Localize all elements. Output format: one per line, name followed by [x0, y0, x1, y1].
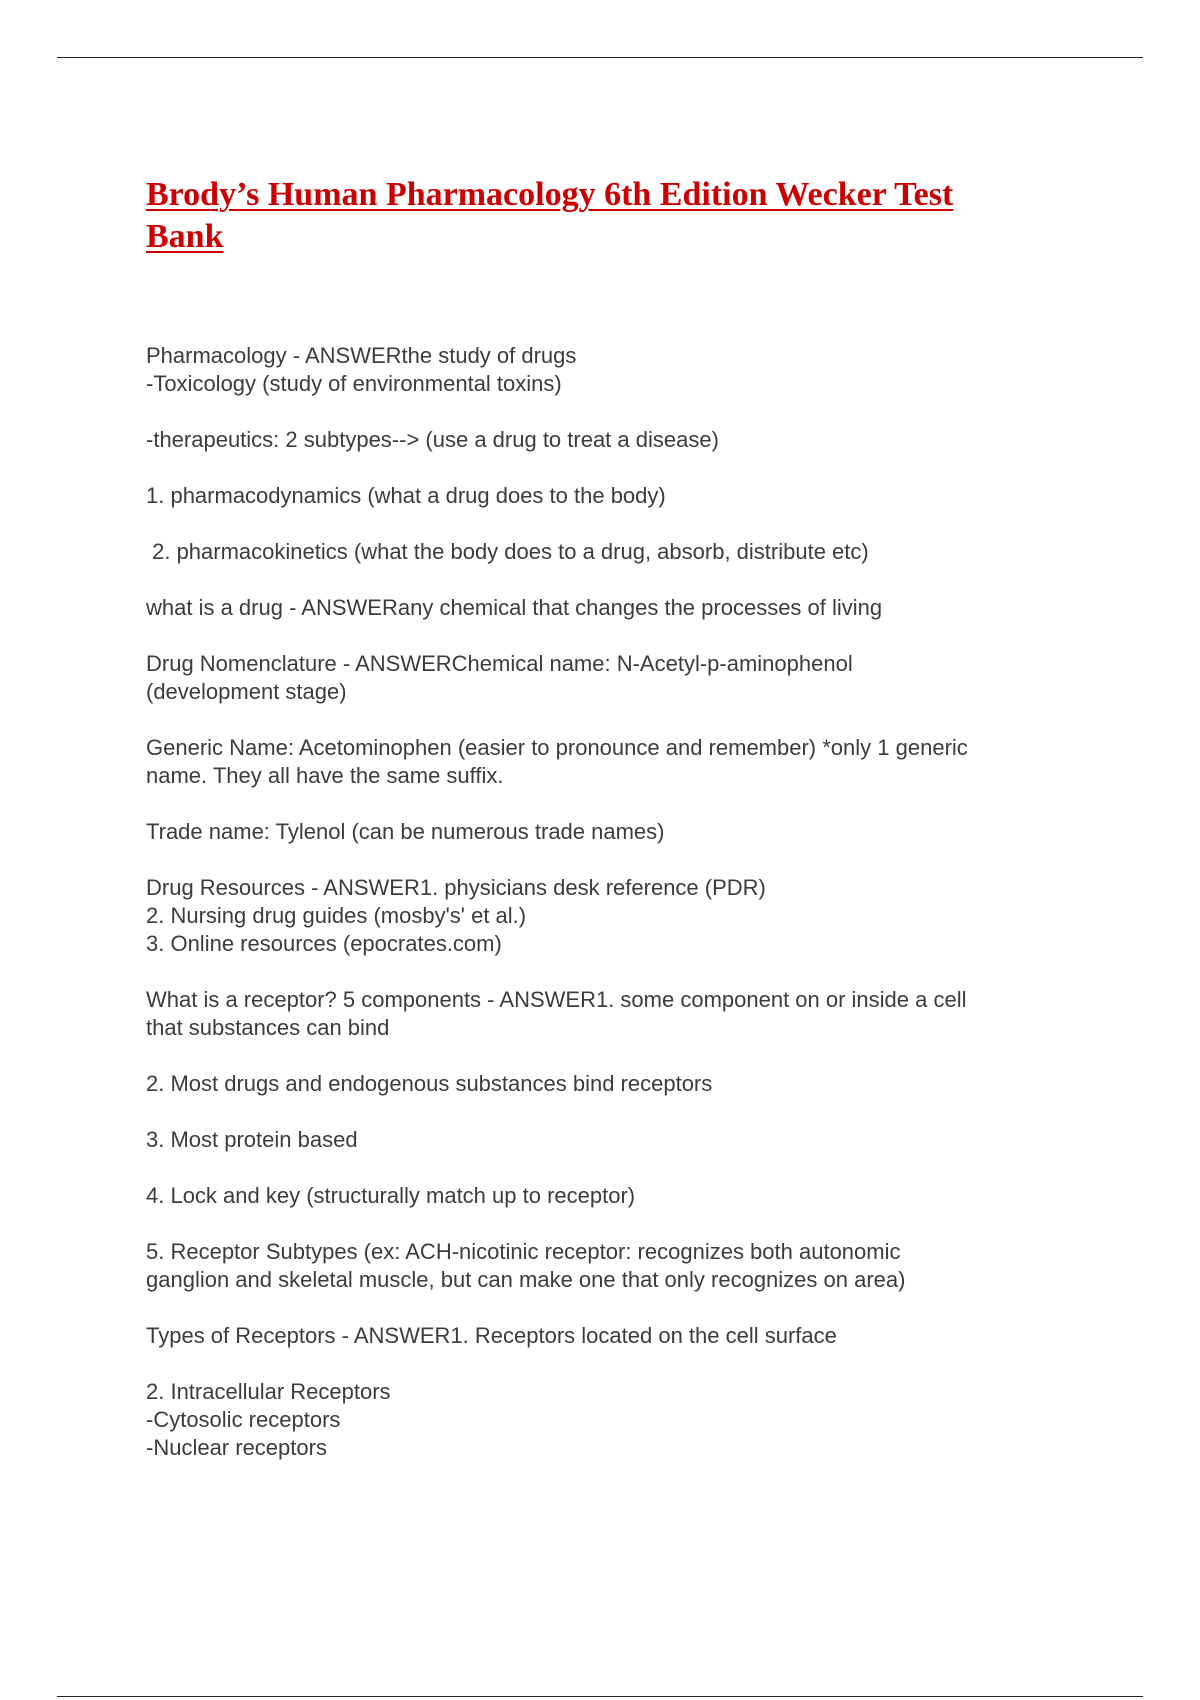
paragraph-line: 3. Most protein based: [146, 1127, 358, 1152]
paragraph-line: 1. pharmacodynamics (what a drug does to the body): [146, 483, 666, 508]
paragraph-line: what is a drug - ANSWERany chemical that changes the processes of living: [146, 595, 883, 620]
title-line-1: Brody’s Human Pharmacology 6th Edition Wecker Test: [146, 176, 954, 213]
paragraph-line: Generic Name: Acetominophen (easier to pronounce and remember) *only 1 generic: [146, 735, 968, 760]
paragraph-line: 2. Intracellular Receptors: [146, 1379, 391, 1404]
top-rule: [57, 57, 1143, 58]
paragraph: [146, 426, 1076, 454]
paragraph-line: 2. Most drugs and endogenous substances bind receptors: [146, 1071, 713, 1096]
paragraph-line: name. They all have the same suffix.: [146, 763, 504, 788]
title-line-2: Bank: [146, 218, 224, 255]
paragraph-line: Drug Nomenclature - ANSWERChemical name: N-Acetyl-p-aminophenol: [146, 651, 853, 676]
paragraph: [146, 874, 1076, 958]
paragraph: [146, 734, 1076, 790]
bottom-rule: [57, 1696, 1143, 1697]
paragraph-line: 3. Online resources (epocrates.com): [146, 931, 502, 956]
paragraph: [146, 1070, 1076, 1098]
paragraph-line: ganglion and skeletal muscle, but can make one that only recognizes on area): [146, 1267, 906, 1292]
paragraph-line: 4. Lock and key (structurally match up to receptor): [146, 1183, 636, 1208]
paragraph: [146, 1182, 1076, 1210]
paragraph-line: (development stage): [146, 679, 347, 704]
document-body: [146, 342, 1076, 1490]
paragraph: [146, 342, 1076, 398]
document-title: [146, 174, 1076, 258]
paragraph: [146, 1238, 1076, 1294]
paragraph: [146, 650, 1076, 706]
paragraph-line: 2. Nursing drug guides (mosby's' et al.): [146, 903, 527, 928]
paragraph-line: Drug Resources - ANSWER1. physicians desk reference (PDR): [146, 875, 766, 900]
paragraph: [146, 1378, 1076, 1462]
paragraph: [146, 538, 1076, 566]
paragraph: [146, 818, 1076, 846]
paragraph-line: -Toxicology (study of environmental toxins): [146, 371, 562, 396]
paragraph: [146, 594, 1076, 622]
paragraph-line: 2. pharmacokinetics (what the body does to a drug, absorb, distribute etc): [146, 539, 869, 564]
paragraph-line: -Cytosolic receptors: [146, 1407, 341, 1432]
paragraph-line: Trade name: Tylenol (can be numerous trade names): [146, 819, 665, 844]
paragraph: [146, 1322, 1076, 1350]
paragraph-line: Types of Receptors - ANSWER1. Receptors located on the cell surface: [146, 1323, 837, 1348]
paragraph-line: -therapeutics: 2 subtypes--> (use a drug to treat a disease): [146, 427, 719, 452]
paragraph-line: -Nuclear receptors: [146, 1435, 327, 1460]
paragraph-line: that substances can bind: [146, 1015, 390, 1040]
paragraph: [146, 482, 1076, 510]
paragraph: [146, 1126, 1076, 1154]
paragraph-line: Pharmacology - ANSWERthe study of drugs: [146, 343, 577, 368]
paragraph-line: 5. Receptor Subtypes (ex: ACH-nicotinic receptor: recognizes both autonomic: [146, 1239, 901, 1264]
paragraph-line: What is a receptor? 5 components - ANSWER1. some component on or inside a cell: [146, 987, 967, 1012]
paragraph: [146, 986, 1076, 1042]
